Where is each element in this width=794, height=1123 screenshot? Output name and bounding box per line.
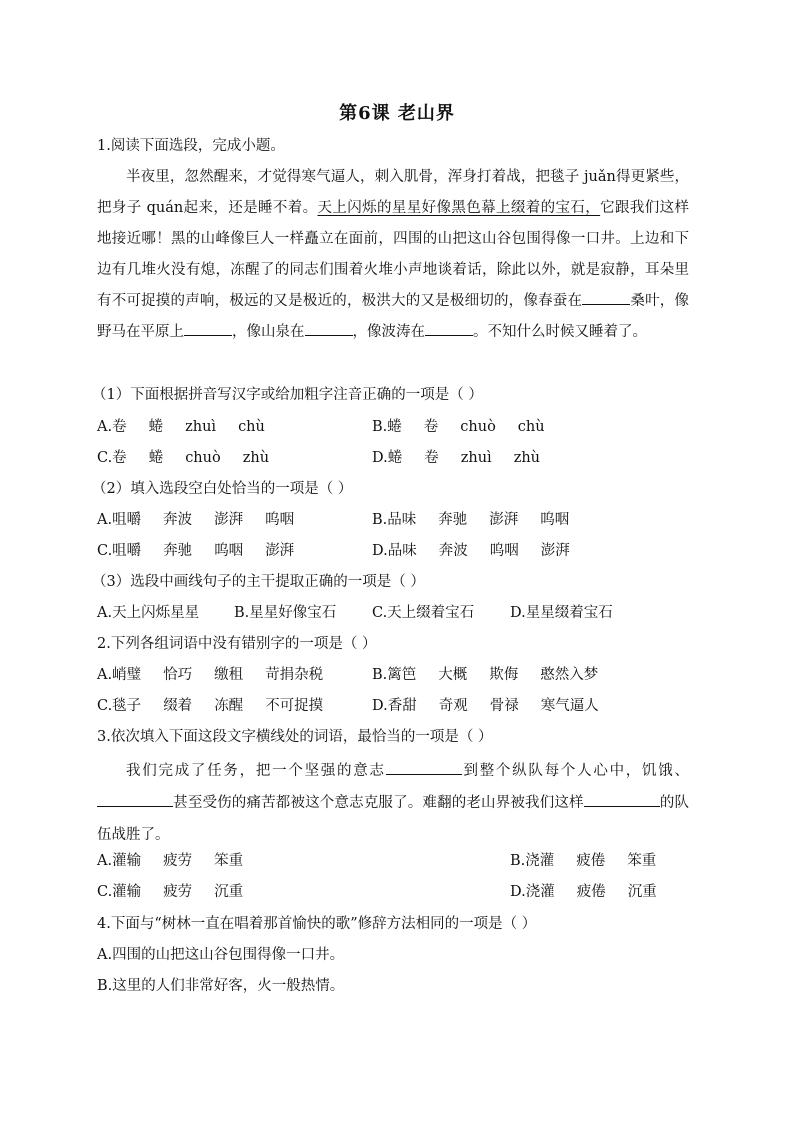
q1-sub3-option-d: D.星星缀着宝石: [510, 605, 613, 621]
page-title: 第6课 老山界: [339, 103, 455, 124]
q3-blank-3: [584, 792, 660, 807]
q1-passage-text-2: 它跟我们这样地接近哪！黑的山峰像巨人一样矗立在面前，四围的山把这山谷包围得像一口井。上边和下边有几堆火没有熄，冻醒了的同志们围着火堆小声地谈着话，除此以外，就是寂静，耳朵里有不可捉摸的声响，极远的又是极近的，极洪大的又是极细切的，像春蚕在: [97, 200, 690, 309]
q2-option-c: C.毯子 缀着 冻醒 不可捉摸: [97, 698, 324, 714]
q3-passage: [97, 755, 689, 851]
q3-passage-text-3: 甚至受伤的痛苦都被这个意志克服了。难翻的老山界被我们这样: [173, 795, 584, 811]
q1-sub3-option-c: C.天上缀着宝石: [372, 605, 475, 621]
q4-option-a: A.四围的山把这山谷包围得像一口井。: [97, 947, 345, 963]
q1-sub1-stem: （1）下面根据拼音写汉字或给加粗字注音正确的一项是（ ）: [92, 387, 483, 403]
q1-passage-text-3: 桑叶，像野马在平原上: [97, 293, 689, 340]
q3-passage-text-2: 到整个纵队每个人心中，饥饿、: [461, 763, 689, 779]
q3-option-d: D.浇灌 疲倦 沉重: [510, 884, 657, 900]
q3-passage-text-4: 的队伍战胜了。: [97, 795, 690, 843]
q1-sub2-stem: （2）填入选段空白处恰当的一项是（ ）: [92, 481, 353, 497]
q1-sub1-option-d: D.蜷 卷 zhuì zhù: [372, 450, 541, 466]
q1-blank-2: [184, 321, 232, 336]
q4-option-b: B.这里的人们非常好客，火一般热情。: [97, 978, 345, 994]
q2-stem: 2.下列各组词语中没有错别字的一项是（ ）: [97, 636, 377, 652]
q1-sub3-option-b: B.星星好像宝石: [234, 605, 337, 621]
q3-blank-2: [97, 792, 173, 807]
q1-underlined-sentence: 天上闪烁的星星好像黑色幕上缀着的宝石，: [317, 200, 601, 216]
q1-blank-1: [582, 290, 630, 305]
q3-passage-text-1: 我们完成了任务，把一个坚强的意志: [126, 763, 386, 779]
q3-option-b: B.浇灌 疲倦 笨重: [510, 853, 657, 869]
q1-passage: [97, 162, 689, 348]
q1-sub2-option-b: B.品味 奔驰 澎湃 呜咽: [372, 512, 570, 528]
q1-sub2-option-a: A.咀嚼 奔波 澎湃 呜咽: [97, 512, 295, 528]
q1-sub2-option-c: C.咀嚼 奔驰 呜咽 澎湃: [97, 543, 295, 559]
q1-blank-3: [305, 321, 353, 336]
q1-sub2-option-d: D.品味 奔波 呜咽 澎湃: [372, 543, 570, 559]
q1-blank-4: [425, 321, 473, 336]
q1-sub1-option-a: A.卷 蜷 zhuì chù: [97, 419, 265, 435]
q1-passage-text-6: 。不知什么时候又睡着了。: [473, 324, 647, 340]
q2-option-d: D.香甜 奇观 骨禄 寒气逼人: [372, 698, 599, 714]
q1-passage-text-4: ，像山泉在: [232, 324, 305, 340]
q1-stem: 1.阅读下面选段，完成小题。: [97, 138, 285, 154]
q2-option-a: A.峭璧 恰巧 缴租 苛捐杂税: [97, 667, 324, 683]
q1-sub1-option-c: C.卷 蜷 chuò zhù: [97, 450, 270, 466]
q1-sub3-stem: （3）选段中画线句子的主干提取正确的一项是（ ）: [92, 574, 425, 590]
q2-option-b: B.篱笆 大概 欺侮 憨然入梦: [372, 667, 599, 683]
q3-option-a: A.灌输 疲劳 笨重: [97, 853, 244, 869]
q1-sub3-option-a: A.天上闪烁星星: [97, 605, 200, 621]
q3-option-c: C.灌输 疲劳 沉重: [97, 884, 244, 900]
q1-sub1-option-b: B.蜷 卷 chuò chù: [372, 419, 545, 435]
q1-passage-text-5: ，像波涛在: [352, 324, 425, 340]
q3-stem: 3.依次填入下面这段文字横线处的词语，最恰当的一项是（ ）: [97, 729, 493, 745]
q4-stem: 4.下面与“树林一直在唱着那首愉快的歌”修辞方法相同的一项是（ ）: [97, 916, 537, 932]
q3-blank-1: [386, 760, 462, 775]
q1-passage-text-1: 半夜里，忽然醒来，才觉得寒气逼人，刺入肌骨，浑身打着战，把毯子 juǎn得更紧些，把身子 quán起来，还是睡不着。: [97, 169, 689, 216]
